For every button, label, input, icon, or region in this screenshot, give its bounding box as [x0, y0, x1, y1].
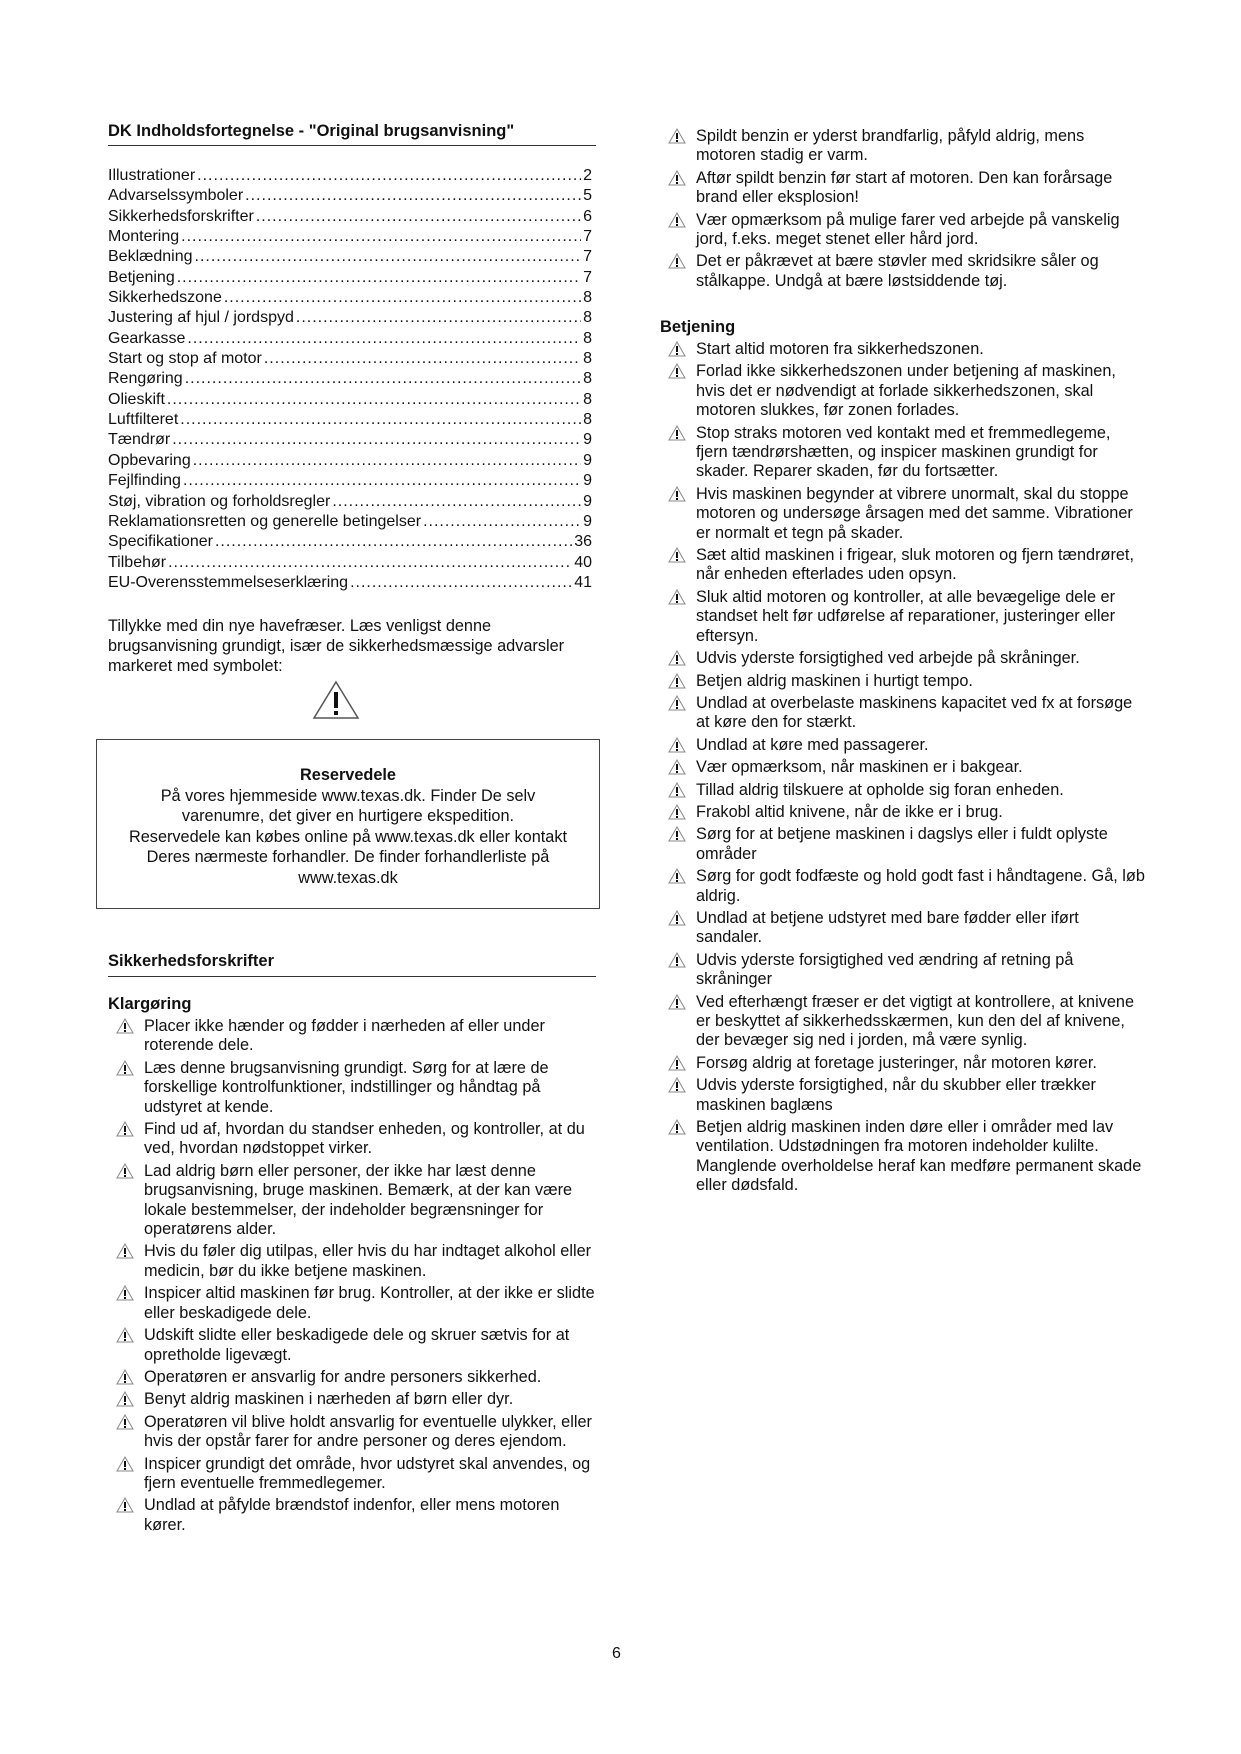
- toc-entry: [108, 166, 592, 186]
- warning-icon: [668, 759, 686, 780]
- toc-entry: [108, 430, 592, 450]
- toc-entry-page: 8: [583, 370, 592, 388]
- toc-entry-label: Tilbehør: [108, 553, 167, 571]
- warning-icon: [116, 1414, 134, 1435]
- warning-icon: [668, 341, 686, 362]
- toc-entry-page: 8: [583, 411, 592, 429]
- toc-dot-leader: [172, 430, 581, 450]
- toc-dot-leader: [215, 532, 572, 552]
- warning-text: Operatøren er ansvarlig for andre personers sikkerhed.: [144, 1367, 542, 1386]
- warning-icon: [668, 804, 686, 825]
- warning-text: Find ud af, hvordan du standser enheden, og kontroller, at du ved, hvordan nødstoppet virker.: [144, 1120, 585, 1158]
- warning-text: Sluk altid motoren og kontroller, at alle bevægelige dele er standset helt før udførelse af reparationer, justeringer eller eftersyn.: [696, 587, 1116, 645]
- warning-text: Forsøg aldrig at foretage justeringer, når motoren kører.: [696, 1053, 1097, 1072]
- warning-icon: [116, 1018, 134, 1039]
- warning-icon: [668, 253, 686, 274]
- warning-list-item: [660, 867, 1146, 906]
- toc-entry-label: Beklædning: [108, 248, 193, 266]
- spare-parts-line: www.texas.dk: [298, 868, 398, 887]
- warning-list-item: [108, 1242, 596, 1281]
- spare-parts-line: Deres nærmeste forhandler. De finder forhandlerliste på: [146, 848, 550, 866]
- warning-icon: [116, 1163, 134, 1184]
- warning-text: Læs denne brugsanvisning grundigt. Sørg for at lære de forskellige kontrolfunktioner, indstillinger og håndtag på udstyret at kende.: [144, 1058, 549, 1116]
- toc-entry: [108, 329, 592, 349]
- warning-icon: [668, 363, 686, 384]
- toc-entry-label: Sikkerhedszone: [108, 289, 222, 307]
- spare-parts-line: På vores hjemmeside www.texas.dk. Finder De selv: [160, 786, 536, 805]
- warning-list-item: [660, 127, 1146, 166]
- intro-text: Tillykke med din nye havefræser. Læs venligst denne brugsanvisning grundigt, især de sikkerhedsmæssige advarsler markeret med symbolet:: [108, 617, 565, 675]
- toc-entry-label: Opbevaring: [108, 451, 191, 469]
- toc-entry: [108, 247, 592, 267]
- toc-dot-leader: [185, 369, 581, 389]
- toc-entry-page: 8: [583, 390, 592, 408]
- toc-entry-label: Sikkerhedsforskrifter: [108, 207, 254, 225]
- warning-list-item: [660, 546, 1146, 585]
- toc-dot-leader: [193, 451, 581, 471]
- warning-icon: [116, 1060, 134, 1081]
- toc-entry: [108, 553, 592, 573]
- warning-list-item: [660, 758, 1146, 777]
- warning-list-item: [660, 169, 1146, 208]
- warning-text: Sæt altid maskinen i frigear, sluk motoren og fjern tændrøret, når enheden efterlades uden opsyn.: [696, 546, 1134, 584]
- warning-list-item: [660, 1076, 1146, 1115]
- safety-heading: Sikkerhedsforskrifter: [108, 952, 596, 977]
- toc-dot-leader: [423, 512, 581, 532]
- warning-icon: [116, 1243, 134, 1264]
- toc-dot-leader: [177, 268, 581, 288]
- toc-entry-page: 7: [583, 248, 592, 266]
- warning-text: Inspicer grundigt det område, hvor udstyret skal anvendes, og fjern eventuelle fremmedlegemer.: [144, 1454, 591, 1492]
- warning-list-item: [660, 1054, 1146, 1073]
- warning-list-item: [108, 1455, 596, 1494]
- warning-text: Spildt benzin er yderst brandfarlig, påfyld aldrig, mens motoren stadig er varm.: [696, 127, 1085, 165]
- warning-list-item: [660, 211, 1146, 250]
- warning-icon: [668, 212, 686, 233]
- warning-list-item: [108, 1496, 596, 1535]
- toc-entry-page: 7: [583, 268, 592, 286]
- toc-entry-label: Fejlfinding: [108, 472, 181, 490]
- toc-dot-leader: [180, 410, 581, 430]
- warning-text: Aftør spildt benzin før start af motoren. Den kan forårsage brand eller eksplosion!: [696, 168, 1113, 207]
- warning-icon: [116, 1391, 134, 1412]
- warning-text: Vær opmærksom, når maskinen er i bakgear.: [696, 758, 1023, 777]
- toc-entry-page: 8: [583, 350, 592, 368]
- warning-text: Betjen aldrig maskinen i hurtigt tempo.: [696, 671, 973, 690]
- warning-text: Forlad ikke sikkerhedszonen under betjening af maskinen, hvis det er nødvendigt at forlade sikkerhedszonen, skal motoren slukkes, før zonen forlades.: [696, 362, 1116, 420]
- warning-icon: [668, 826, 686, 847]
- warning-text: Tillad aldrig tilskuere at opholde sig foran enheden.: [696, 780, 1064, 799]
- toc-entry-page: 6: [583, 207, 592, 225]
- spare-parts-line: varenumre, det giver en hurtigere ekspedition.: [181, 807, 515, 825]
- toc-entry: [108, 390, 592, 410]
- toc-dot-leader: [256, 207, 581, 227]
- warning-text: Undlad at påfylde brændstof indenfor, eller mens motoren kører.: [144, 1496, 560, 1534]
- toc-entry: [108, 288, 592, 308]
- warning-text: Vær opmærksom på mulige farer ved arbejde på vanskelig jord, f.eks. meget stenet eller hård jord.: [696, 210, 1120, 249]
- warning-icon: [116, 1497, 134, 1518]
- toc-dot-leader: [187, 329, 581, 349]
- warning-text: Undlad at overbelaste maskinens kapacitet ved fx at forsøge at køre den for stærkt.: [696, 693, 1133, 732]
- toc-entry-page: 9: [583, 472, 592, 490]
- warning-icon: [668, 673, 686, 694]
- warning-text: Placer ikke hænder og fødder i nærheden af eller under roterende dele.: [144, 1017, 545, 1055]
- toc-entry-label: Advarselssymboler: [108, 187, 244, 205]
- warning-icon: [668, 486, 686, 507]
- warning-icon: [668, 868, 686, 889]
- toc-dot-leader: [296, 308, 581, 328]
- toc-dot-leader: [224, 288, 581, 308]
- toc-entry-page: 2: [583, 167, 592, 184]
- toc-entry-page: 9: [583, 512, 592, 530]
- warning-list-item: [660, 993, 1146, 1051]
- warning-list-item: [660, 736, 1146, 755]
- warning-icon: [668, 737, 686, 758]
- warning-list-item: [660, 485, 1146, 543]
- toc-entry-page: 8: [583, 289, 592, 307]
- warning-text: Udvis yderste forsigtighed ved arbejde på skråninger.: [696, 649, 1080, 668]
- warning-list-item: [108, 1390, 596, 1409]
- warning-text: Udskift slidte eller beskadigede dele og skruer sætvis for at opretholde ligevægt.: [144, 1326, 570, 1364]
- warning-text: Stop straks motoren ved kontakt med et fremmedlegeme, fjern tændrørshætten, og inspicer maskinen grundigt for skader. Reparer skaden, før du fortsætter.: [696, 423, 1111, 481]
- toc-entry-page: 40: [574, 553, 592, 571]
- warning-icon: [668, 170, 686, 191]
- toc-dot-leader: [195, 247, 582, 267]
- warning-icon: [668, 128, 686, 149]
- toc-entry-label: EU-Overensstemmelseserklæring: [108, 573, 349, 591]
- toc-dot-leader: [264, 349, 581, 369]
- toc-entry: [108, 512, 592, 532]
- warning-icon: [668, 910, 686, 931]
- warning-text: Inspicer altid maskinen før brug. Kontroller, at der ikke er slidte eller beskadigede dele.: [144, 1284, 595, 1322]
- warning-text: Hvis du føler dig utilpas, eller hvis du har indtaget alkohol eller medicin, bør du ikke betjene maskinen.: [144, 1242, 592, 1280]
- warning-list-item: [108, 1284, 596, 1323]
- warning-text: Frakobl altid knivene, når de ikke er i brug.: [696, 802, 1003, 821]
- warning-list-item: [660, 424, 1146, 482]
- warning-text: Lad aldrig børn eller personer, der ikke har læst denne brugsanvisning, bruge maskinen. Bemærk, at der kan være lokale bestemmelser, der indeholder begrænsninger for operatørens alder.: [144, 1161, 573, 1239]
- warning-text: Sørg for godt fodfæste og hold godt fast i håndtagene. Gå, løb aldrig.: [696, 867, 1145, 905]
- toc-entry: [108, 369, 592, 389]
- warning-text: Udvis yderste forsigtighed ved ændring af retning på skråninger: [696, 950, 1074, 989]
- warning-text: Det er påkrævet at bære støvler med skridsikre såler og stålkappe. Undgå at bære løstsiddende tøj.: [696, 252, 1099, 290]
- warning-list-item: [660, 951, 1146, 990]
- toc-entry: [108, 227, 592, 247]
- toc-entry-label: Olieskift: [108, 390, 165, 408]
- toc-dot-leader: [245, 186, 581, 206]
- toc-entry-label: Rengøring: [108, 370, 183, 388]
- toc-entry-label: Gearkasse: [108, 329, 186, 347]
- toc-entry-label: Start og stop af motor: [108, 350, 262, 368]
- toc-entry-label: Tændrør: [108, 431, 171, 449]
- toc-entry: [108, 410, 592, 430]
- toc-entry-page: 5: [583, 187, 592, 205]
- warning-list-item: [660, 825, 1146, 864]
- operation-heading: Betjening: [660, 318, 736, 336]
- spare-parts-box: [96, 739, 600, 909]
- toc-entry: [108, 349, 592, 369]
- toc-title: DK Indholdsfortegnelse - "Original brugsanvisning": [108, 122, 596, 146]
- toc-entry-page: 9: [583, 431, 592, 449]
- warning-icon: [668, 1055, 686, 1076]
- table-of-contents: [108, 166, 592, 593]
- warning-list-item: [108, 1413, 596, 1452]
- warning-icon: [116, 1456, 134, 1477]
- warning-list-item: [108, 1368, 596, 1387]
- warning-icon: [116, 1121, 134, 1142]
- toc-entry: [108, 573, 592, 593]
- warning-text: Benyt aldrig maskinen i nærheden af børn eller dyr.: [144, 1390, 514, 1409]
- warning-icon: [668, 1119, 686, 1140]
- spare-parts-line: Reservedele kan købes online på www.texas.dk eller kontakt: [128, 827, 567, 846]
- warning-list-item: [660, 803, 1146, 822]
- warning-icon: [668, 695, 686, 716]
- warning-text: Operatøren vil blive holdt ansvarlig for eventuelle ulykker, eller hvis der opstår farer for andre personer og deres ejendom.: [144, 1412, 592, 1451]
- warning-icon: [668, 952, 686, 973]
- warning-list-item: [108, 1059, 596, 1117]
- warning-icon: [668, 589, 686, 610]
- warning-list-item: [660, 362, 1146, 420]
- toc-entry-page: 8: [583, 309, 592, 327]
- warning-icon: [668, 425, 686, 446]
- toc-dot-leader: [181, 227, 581, 247]
- warning-text: Undlad at køre med passagerer.: [696, 735, 929, 754]
- warning-text: Start altid motoren fra sikkerhedszonen.: [696, 340, 984, 358]
- warning-text: Sørg for at betjene maskinen i dagslys eller i fuldt oplyste områder: [696, 825, 1108, 863]
- toc-entry: [108, 268, 592, 288]
- warning-text: Betjen aldrig maskinen inden døre eller i områder med lav ventilation. Udstødningen fra motoren indeholder kulilte. Manglende overholdelse heraf kan medføre permanent skade eller dødsfald.: [696, 1118, 1142, 1195]
- toc-entry-label: Montering: [108, 228, 180, 246]
- warning-list-item: [108, 1120, 596, 1159]
- warning-icon: [668, 547, 686, 568]
- toc-entry: [108, 471, 592, 491]
- toc-entry-label: Støj, vibration og forholdsregler: [108, 492, 331, 510]
- warning-list-item: [660, 909, 1146, 948]
- toc-entry-label: Reklamationsretten og generelle betingelser: [108, 512, 422, 530]
- preparation-list-continued: [660, 127, 1146, 294]
- warning-list-item: [660, 694, 1146, 733]
- toc-entry-label: Luftfilteret: [108, 411, 179, 429]
- warning-list-item: [660, 672, 1146, 691]
- page-number: 6: [612, 1645, 621, 1662]
- toc-entry: [108, 308, 592, 328]
- toc-entry-page: 36: [574, 533, 592, 551]
- warning-list-item: [660, 649, 1146, 668]
- preparation-list: [108, 1017, 596, 1538]
- toc-entry-label: Betjening: [108, 268, 175, 286]
- toc-entry-page: 9: [583, 451, 592, 469]
- toc-entry: [108, 532, 592, 552]
- warning-list-item: [660, 781, 1146, 800]
- warning-icon: [668, 650, 686, 671]
- warning-list-item: [108, 1017, 596, 1056]
- toc-entry-label: Illustrationer: [108, 167, 196, 184]
- toc-dot-leader: [167, 390, 581, 410]
- warning-icon: [116, 1327, 134, 1348]
- toc-entry-page: 9: [583, 492, 592, 510]
- toc-entry: [108, 207, 592, 227]
- warning-list-item: [660, 1118, 1146, 1196]
- warning-text: Udvis yderste forsigtighed, når du skubber eller trækker maskinen baglæns: [696, 1076, 1096, 1114]
- preparation-heading: Klargøring: [108, 995, 192, 1013]
- warning-text: Hvis maskinen begynder at vibrere unormalt, skal du stoppe motoren og undersøge årsagen med det samme. Vibrationer er normalt et tegn på skader.: [696, 484, 1133, 542]
- warning-triangle-icon: [312, 680, 360, 720]
- toc-dot-leader: [168, 553, 572, 573]
- toc-entry: [108, 186, 592, 206]
- warning-icon: [116, 1285, 134, 1306]
- warning-icon: [668, 994, 686, 1015]
- toc-dot-leader: [197, 166, 581, 186]
- spare-parts-title: Reservedele: [300, 766, 396, 784]
- warning-icon: [668, 782, 686, 803]
- toc-dot-leader: [183, 471, 581, 491]
- warning-list-item: [660, 340, 1146, 359]
- warning-list-item: [660, 252, 1146, 291]
- toc-entry-label: Specifikationer: [108, 533, 213, 551]
- warning-list-item: [108, 1326, 596, 1365]
- toc-entry-page: 41: [574, 573, 592, 591]
- warning-icon: [116, 1369, 134, 1390]
- warning-list-item: [108, 1162, 596, 1240]
- warning-text: Undlad at betjene udstyret med bare fødder eller iført sandaler.: [696, 908, 1079, 947]
- toc-entry-label: Justering af hjul / jordspyd: [108, 309, 294, 327]
- toc-entry-page: 8: [583, 329, 592, 347]
- toc-entry: [108, 492, 592, 512]
- operation-list: [660, 340, 1146, 1199]
- warning-list-item: [660, 588, 1146, 646]
- toc-dot-leader: [350, 573, 572, 593]
- toc-entry: [108, 451, 592, 471]
- warning-icon: [668, 1077, 686, 1098]
- warning-text: Ved efterhængt fræser er det vigtigt at kontrollere, at knivene er beskyttet af sikkerhedsskærmen, kun den del af knivene, der bevæger sig ned i jorden, må være synlig.: [696, 992, 1135, 1050]
- toc-entry-page: 7: [583, 228, 592, 246]
- toc-dot-leader: [332, 492, 581, 512]
